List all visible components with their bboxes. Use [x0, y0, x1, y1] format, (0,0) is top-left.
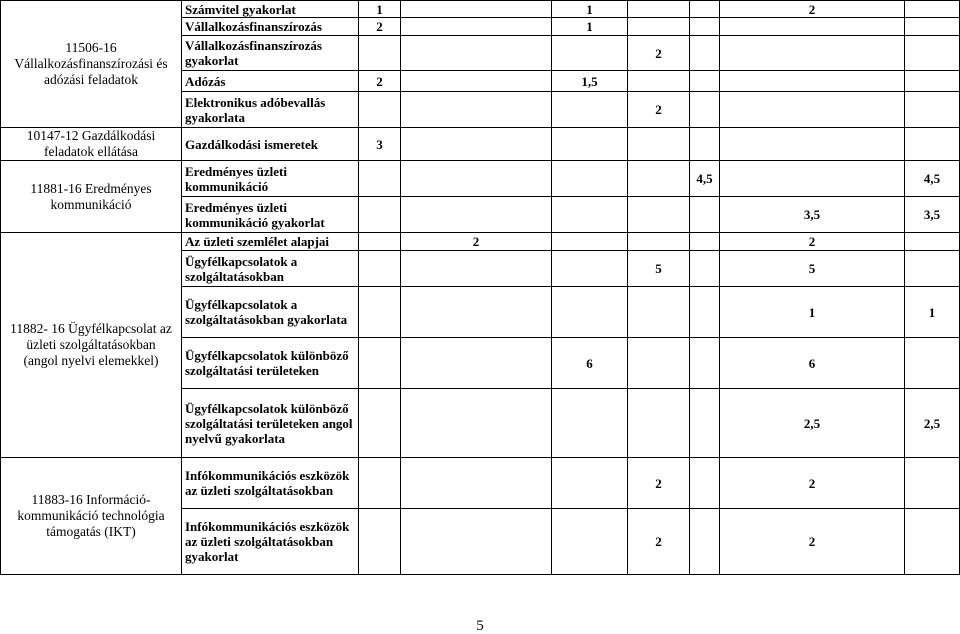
subject-cell: Az üzleti szemlélet alapjai: [182, 233, 359, 251]
value-cell: [401, 509, 552, 575]
module-cell: 11881-16 Eredményes kommunikáció: [1, 161, 182, 233]
value-cell: [690, 128, 720, 161]
subject-cell: Számvitel gyakorlat: [182, 1, 359, 18]
value-cell: 2: [720, 509, 905, 575]
value-cell: [359, 458, 401, 509]
value-cell: [401, 92, 552, 128]
value-cell: [401, 197, 552, 233]
value-cell: [552, 287, 628, 338]
value-cell: [359, 509, 401, 575]
subject-cell: Ügyfélkapcsolatok a szolgáltatásokban: [182, 251, 359, 287]
value-cell: [359, 36, 401, 71]
value-cell: 3: [359, 128, 401, 161]
table-row: [1, 128, 960, 161]
value-cell: [359, 287, 401, 338]
value-cell: 2: [628, 458, 690, 509]
value-cell: [628, 1, 690, 18]
value-cell: [359, 338, 401, 389]
value-cell: [401, 128, 552, 161]
value-cell: [628, 18, 690, 36]
value-cell: [690, 287, 720, 338]
value-cell: 2,5: [905, 389, 960, 458]
value-cell: [690, 1, 720, 18]
page-number: 5: [476, 618, 484, 634]
value-cell: [359, 161, 401, 197]
value-cell: 3,5: [905, 197, 960, 233]
value-cell: [690, 71, 720, 92]
value-cell: [690, 36, 720, 71]
value-cell: [401, 71, 552, 92]
subject-cell: Adózás: [182, 71, 359, 92]
module-cell: 11506-16 Vállalkozásfinanszírozási és adózási feladatok: [1, 1, 182, 128]
table-row: [1, 458, 960, 509]
value-cell: [401, 18, 552, 36]
value-cell: [905, 509, 960, 575]
value-cell: 2: [720, 233, 905, 251]
value-cell: [359, 389, 401, 458]
value-cell: [359, 197, 401, 233]
value-cell: [552, 389, 628, 458]
value-cell: [690, 18, 720, 36]
value-cell: [401, 251, 552, 287]
value-cell: [905, 338, 960, 389]
subject-cell: Ügyfélkapcsolatok különböző szolgáltatási területeken: [182, 338, 359, 389]
value-cell: [905, 1, 960, 18]
value-cell: 2,5: [720, 389, 905, 458]
value-cell: [552, 509, 628, 575]
value-cell: [690, 458, 720, 509]
value-cell: [690, 92, 720, 128]
value-cell: 2: [720, 1, 905, 18]
value-cell: [628, 338, 690, 389]
value-cell: 2: [628, 36, 690, 71]
value-cell: [401, 389, 552, 458]
table-row: [1, 233, 960, 251]
subject-cell: Vállalkozásfinanszírozás: [182, 18, 359, 36]
value-cell: [401, 161, 552, 197]
value-cell: [359, 92, 401, 128]
value-cell: [552, 458, 628, 509]
value-cell: [905, 36, 960, 71]
value-cell: 4,5: [905, 161, 960, 197]
value-cell: [690, 233, 720, 251]
value-cell: 1: [905, 287, 960, 338]
value-cell: 3,5: [720, 197, 905, 233]
value-cell: 2: [359, 18, 401, 36]
value-cell: [628, 389, 690, 458]
subject-cell: Eredményes üzleti kommunikáció gyakorlat: [182, 197, 359, 233]
value-cell: 2: [628, 92, 690, 128]
value-cell: 4,5: [690, 161, 720, 197]
value-cell: [905, 92, 960, 128]
table-row: [1, 1, 960, 18]
value-cell: [401, 338, 552, 389]
value-cell: [401, 36, 552, 71]
value-cell: [720, 128, 905, 161]
value-cell: [905, 458, 960, 509]
subject-cell: Elektronikus adóbevallás gyakorlata: [182, 92, 359, 128]
value-cell: [628, 197, 690, 233]
subject-cell: Ügyfélkapcsolatok különböző szolgáltatási területeken angol nyelvű gyakorlata: [182, 389, 359, 458]
value-cell: [905, 251, 960, 287]
value-cell: [690, 389, 720, 458]
value-cell: [720, 71, 905, 92]
subject-cell: Infókommunikációs eszközök az üzleti szolgáltatásokban: [182, 458, 359, 509]
value-cell: 5: [628, 251, 690, 287]
value-cell: [905, 71, 960, 92]
value-cell: [905, 233, 960, 251]
value-cell: 6: [552, 338, 628, 389]
module-cell: 11883-16 Információ-kommunikáció technológia támogatás (IKT): [1, 458, 182, 575]
value-cell: [720, 36, 905, 71]
value-cell: 1: [359, 1, 401, 18]
table-row: [1, 161, 960, 197]
subject-cell: Infókommunikációs eszközök az üzleti szolgáltatásokban gyakorlat: [182, 509, 359, 575]
value-cell: [690, 197, 720, 233]
value-cell: [552, 92, 628, 128]
value-cell: [628, 71, 690, 92]
value-cell: [552, 251, 628, 287]
value-cell: [690, 251, 720, 287]
value-cell: [720, 18, 905, 36]
value-cell: [628, 161, 690, 197]
value-cell: [628, 233, 690, 251]
value-cell: [359, 251, 401, 287]
value-cell: 2: [628, 509, 690, 575]
value-cell: [552, 36, 628, 71]
value-cell: [905, 128, 960, 161]
value-cell: 5: [720, 251, 905, 287]
module-cell: 11882- 16 Ügyfélkapcsolat az üzleti szolgáltatásokban (angol nyelvi elemekkel): [1, 233, 182, 458]
value-cell: [720, 92, 905, 128]
value-cell: [690, 509, 720, 575]
value-cell: 2: [359, 71, 401, 92]
value-cell: [628, 287, 690, 338]
value-cell: [905, 18, 960, 36]
value-cell: 2: [401, 233, 552, 251]
value-cell: [552, 161, 628, 197]
module-cell: 10147-12 Gazdálkodási feladatok ellátása: [1, 128, 182, 161]
value-cell: 1,5: [552, 71, 628, 92]
value-cell: [552, 233, 628, 251]
subject-cell: Eredményes üzleti kommunikáció: [182, 161, 359, 197]
value-cell: [401, 1, 552, 18]
value-cell: 1: [720, 287, 905, 338]
subject-cell: Gazdálkodási ismeretek: [182, 128, 359, 161]
value-cell: [401, 458, 552, 509]
value-cell: 1: [552, 1, 628, 18]
value-cell: [552, 128, 628, 161]
value-cell: [690, 338, 720, 389]
value-cell: [720, 161, 905, 197]
subject-cell: Ügyfélkapcsolatok a szolgáltatásokban gyakorlata: [182, 287, 359, 338]
value-cell: 1: [552, 18, 628, 36]
value-cell: [401, 287, 552, 338]
value-cell: [359, 233, 401, 251]
value-cell: 2: [720, 458, 905, 509]
value-cell: [628, 128, 690, 161]
subject-cell: Vállalkozásfinanszírozás gyakorlat: [182, 36, 359, 71]
value-cell: 6: [720, 338, 905, 389]
value-cell: [552, 197, 628, 233]
